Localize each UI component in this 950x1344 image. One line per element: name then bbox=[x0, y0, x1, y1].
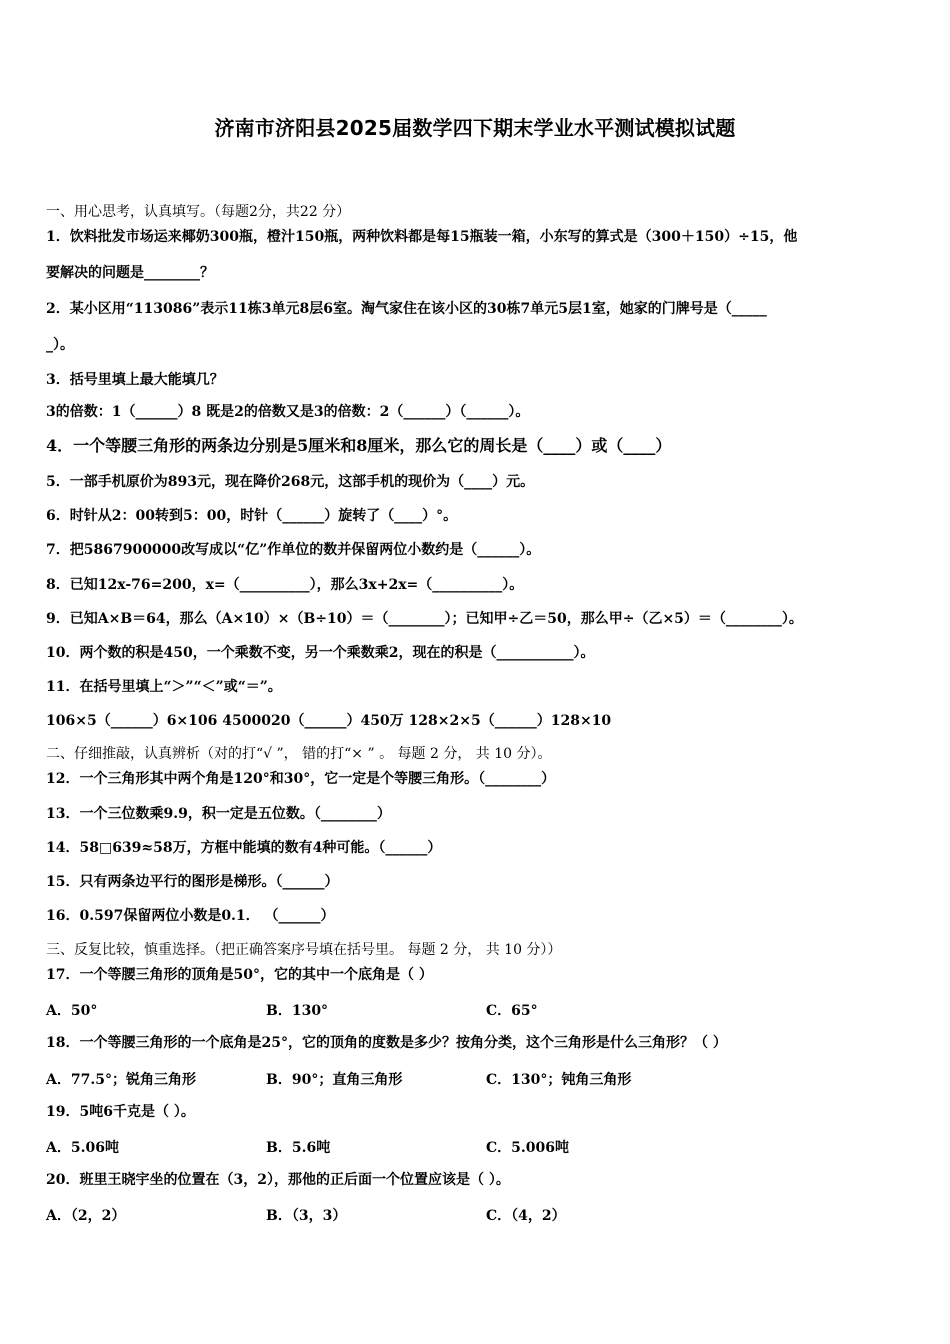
question-11-stem: 11．在括号里填上“＞”“＜”或“＝”。 bbox=[46, 679, 282, 695]
question-13: 13．一个三位数乘9.9，积一定是五位数。（________） bbox=[46, 806, 391, 822]
question-12: 12．一个三角形其中两个角是120°和30°，它一定是个等腰三角形。（________） bbox=[46, 771, 556, 787]
question-14: 14．58□639≈58万，方框中能填的数有4种可能。（______） bbox=[46, 840, 442, 856]
question-7: 7．把5867900000改写成以“亿”作单位的数并保留两位小数约是（______）。 bbox=[46, 542, 541, 558]
question-4: 4．一个等腰三角形的两条边分别是5厘米和8厘米，那么它的周长是（____）或（____） bbox=[46, 436, 672, 455]
question-20-stem: 20．班里王晓宇坐的位置在（3，2），那他的正后面一个位置应该是（ ）。 bbox=[46, 1172, 510, 1188]
question-2-line-1: 2．某小区用“113086”表示11栋3单元8层6室。淘气家住在该小区的30栋7单元5层1室，她家的门牌号是（_____ bbox=[46, 301, 767, 317]
question-18-options bbox=[46, 1069, 906, 1087]
question-17-stem: 17．一个等腰三角形的顶角是50°，它的其中一个底角是（ ） bbox=[46, 967, 433, 983]
question-1-line-1: 1．饮料批发市场运来椰奶300瓶，橙汁150瓶，两种饮料都是每15瓶装一箱，小东写的算式是（300＋150）÷15，他 bbox=[46, 229, 798, 245]
question-19-stem: 19．5吨6千克是（ ）。 bbox=[46, 1104, 195, 1120]
page-title: 济南市济阳县2025届数学四下期末学业水平测试模拟试题 bbox=[214, 116, 736, 140]
question-16: 16．0.597保留两位小数是0.1． （______） bbox=[46, 908, 335, 924]
option-a: A．77.5°；锐角三角形 bbox=[46, 1072, 196, 1088]
question-3-blanks: 3的倍数：1（______）8 既是2的倍数又是3的倍数：2（______）（______）。 bbox=[46, 404, 530, 420]
question-5: 5．一部手机原价为893元，现在降价268元，这部手机的现价为（____）元。 bbox=[46, 474, 535, 490]
question-10: 10．两个数的积是450，一个乘数不变，另一个乘数乘2，现在的积是（___________）。 bbox=[46, 645, 595, 661]
question-3-stem: 3．括号里填上最大能填几？ bbox=[46, 372, 224, 388]
option-a: A．5.06吨 bbox=[46, 1140, 119, 1156]
section-2-heading: 二、仔细推敲，认真辨析（对的打“√ ”， 错的打“× ” 。 每题 2 分， 共 10 分）。 bbox=[46, 746, 552, 762]
question-9: 9．已知A×B＝64，那么（A×10）×（B÷10）＝（________）；已知甲÷乙＝50，那么甲÷（乙×5）＝（________）。 bbox=[46, 611, 803, 627]
question-20-options bbox=[46, 1205, 906, 1223]
question-1-line-2: 要解决的问题是________？ bbox=[46, 265, 214, 281]
option-c: C．（4，2） bbox=[486, 1208, 566, 1224]
question-11-blanks: 106×5（______）6×106 4500020（______）450万 128×2×5（______）128×10 bbox=[46, 713, 612, 729]
question-19-options bbox=[46, 1137, 906, 1155]
question-8: 8．已知12x-76=200，x=（__________），那么3x+2x=（__________）。 bbox=[46, 577, 524, 593]
question-18-stem: 18．一个等腰三角形的一个底角是25°，它的顶角的度数是多少？按角分类，这个三角形是什么三角形？（ ） bbox=[46, 1035, 727, 1051]
option-a: A．（2，2） bbox=[46, 1208, 126, 1224]
section-1-heading: 一、用心思考，认真填写。（每题2分，共22 分） bbox=[46, 204, 351, 220]
option-a: A．50° bbox=[46, 1003, 98, 1019]
question-2-line-2: _）。 bbox=[46, 337, 74, 353]
option-c: C．130°；钝角三角形 bbox=[486, 1072, 632, 1088]
option-c: C．5.006吨 bbox=[486, 1140, 569, 1156]
question-17-options bbox=[46, 1000, 906, 1018]
option-c: C．65° bbox=[486, 1003, 538, 1019]
option-b: B．90°；直角三角形 bbox=[266, 1072, 403, 1088]
section-3-heading: 三、反复比较，慎重选择。（把正确答案序号填在括号里。 每题 2 分， 共 10 分）） bbox=[46, 942, 562, 958]
option-b: B．（3，3） bbox=[266, 1208, 347, 1224]
question-6: 6．时针从2：00转到5：00，时针（______）旋转了（____）°。 bbox=[46, 508, 458, 524]
option-b: B．5.6吨 bbox=[266, 1140, 331, 1156]
option-b: B．130° bbox=[266, 1003, 329, 1019]
question-15: 15．只有两条边平行的图形是梯形。（______） bbox=[46, 874, 339, 890]
